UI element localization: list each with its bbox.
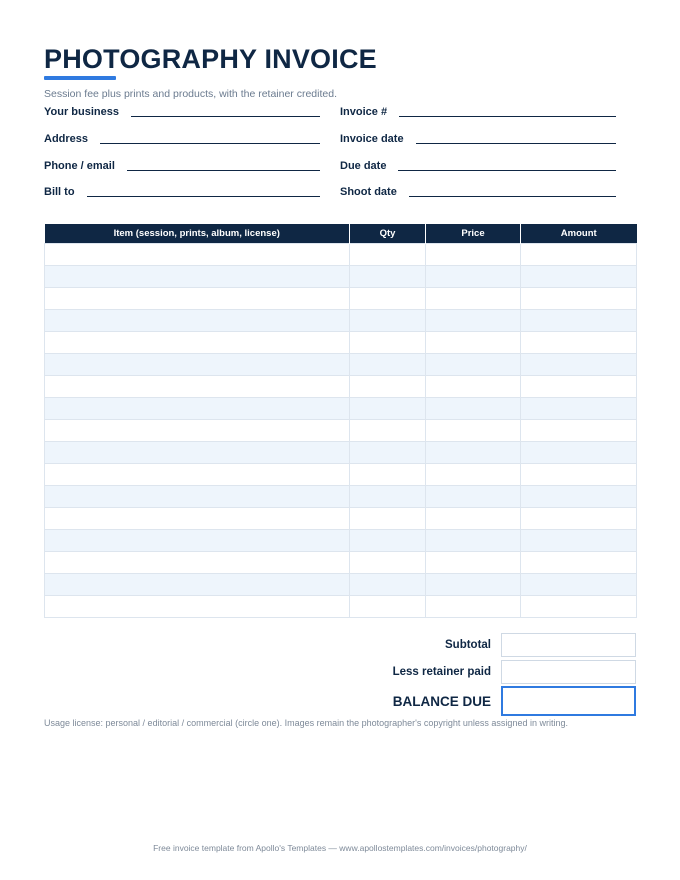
table-row [45,398,637,420]
field-line[interactable] [416,142,616,144]
field-label: Phone / email [44,160,115,172]
table-row [45,530,637,552]
header-qty: Qty [350,224,426,244]
amount-cell[interactable] [521,354,637,376]
footer-credit: Free invoice template from Apollo's Templates — www.apollostemplates.com/invoices/photography/ [153,843,527,853]
field-label: Bill to [44,186,75,198]
table-row [45,552,637,574]
field-line[interactable] [398,169,616,171]
amount-cell[interactable] [521,398,637,420]
item-cell[interactable] [45,464,350,486]
qty-cell[interactable] [350,464,426,486]
field-label: Address [44,133,89,145]
page-subtitle: Session fee plus prints and products, with the retainer credited. [44,88,337,100]
price-cell[interactable] [426,596,521,618]
header-item: Item (session, prints, album, license) [45,224,350,244]
item-cell[interactable] [45,596,350,618]
item-cell[interactable] [45,442,350,464]
table-row [45,442,637,464]
qty-cell[interactable] [350,376,426,398]
field-label: Your business [44,106,119,118]
amount-cell[interactable] [521,464,637,486]
amount-cell[interactable] [521,244,637,266]
retainer-row [393,660,636,684]
field-label: Shoot date [340,186,397,198]
table-row [45,574,637,596]
price-cell[interactable] [426,376,521,398]
amount-cell[interactable] [521,442,637,464]
field-line[interactable] [399,115,616,117]
table-row [45,464,637,486]
balance-due-label: BALANCE DUE [392,693,491,709]
price-cell[interactable] [426,552,521,574]
field-due-date[interactable] [340,158,616,172]
qty-cell[interactable] [350,552,426,574]
qty-cell[interactable] [350,486,426,508]
qty-cell[interactable] [350,508,426,530]
header-price: Price [426,224,521,244]
field-phone-email[interactable] [44,158,320,172]
license-note: Usage license: personal / editorial / commercial (circle one). Images remain the photographer's copyright unless assigned in writing. [44,718,568,728]
price-cell[interactable] [426,574,521,596]
qty-cell[interactable] [350,530,426,552]
price-cell[interactable] [426,266,521,288]
amount-cell[interactable] [521,486,637,508]
field-line[interactable] [409,195,616,197]
field-your-business[interactable] [44,104,320,118]
price-cell[interactable] [426,464,521,486]
table-row [45,332,637,354]
qty-cell[interactable] [350,354,426,376]
field-label: Due date [340,160,387,172]
item-cell[interactable] [45,376,350,398]
amount-cell[interactable] [521,552,637,574]
subtotal-box[interactable] [501,633,636,657]
item-cell[interactable] [45,420,350,442]
table-row [45,596,637,618]
price-cell[interactable] [426,244,521,266]
balance-due-row [393,686,636,716]
header-amount: Amount [521,224,637,244]
price-cell[interactable] [426,398,521,420]
qty-cell[interactable] [350,420,426,442]
price-cell[interactable] [426,530,521,552]
field-shoot-date[interactable] [340,184,616,198]
item-cell[interactable] [45,398,350,420]
field-invoice-date[interactable] [340,131,616,145]
item-cell[interactable] [45,332,350,354]
table-row [45,288,637,310]
field-line[interactable] [127,169,320,171]
table-row [45,310,637,332]
amount-cell[interactable] [521,266,637,288]
qty-cell[interactable] [350,398,426,420]
field-address[interactable] [44,131,320,145]
amount-cell[interactable] [521,530,637,552]
amount-cell[interactable] [521,508,637,530]
qty-cell[interactable] [350,596,426,618]
amount-cell[interactable] [521,376,637,398]
items-table [44,224,637,618]
field-invoice-number[interactable] [340,104,616,118]
price-cell[interactable] [426,442,521,464]
item-cell[interactable] [45,530,350,552]
item-cell[interactable] [45,508,350,530]
table-row [45,354,637,376]
qty-cell[interactable] [350,332,426,354]
price-cell[interactable] [426,354,521,376]
item-cell[interactable] [45,244,350,266]
items-table-body [45,244,637,618]
price-cell[interactable] [426,332,521,354]
table-row [45,420,637,442]
table-row [45,508,637,530]
title-underline [44,76,116,80]
amount-cell[interactable] [521,288,637,310]
item-cell[interactable] [45,310,350,332]
price-cell[interactable] [426,288,521,310]
amount-cell[interactable] [521,332,637,354]
item-cell[interactable] [45,486,350,508]
field-line[interactable] [100,142,320,144]
table-row [45,376,637,398]
qty-cell[interactable] [350,574,426,596]
qty-cell[interactable] [350,266,426,288]
price-cell[interactable] [426,486,521,508]
item-cell[interactable] [45,574,350,596]
field-label: Invoice # [340,106,388,118]
qty-cell[interactable] [350,244,426,266]
item-cell[interactable] [45,354,350,376]
amount-cell[interactable] [521,420,637,442]
amount-cell[interactable] [521,574,637,596]
table-header-row [45,224,637,244]
price-cell[interactable] [426,310,521,332]
subtotal-row [445,633,636,657]
field-line[interactable] [131,115,320,117]
table-row [45,266,637,288]
field-line[interactable] [87,195,320,197]
qty-cell[interactable] [350,442,426,464]
page-title: PHOTOGRAPHY INVOICE [44,44,377,74]
subtotal-label: Subtotal [445,639,491,651]
price-cell[interactable] [426,508,521,530]
qty-cell[interactable] [350,288,426,310]
field-label: Invoice date [340,133,404,145]
qty-cell[interactable] [350,310,426,332]
balance-due-box[interactable] [501,686,636,716]
field-bill-to[interactable] [44,184,320,198]
retainer-box[interactable] [501,660,636,684]
amount-cell[interactable] [521,596,637,618]
retainer-label: Less retainer paid [392,666,491,678]
price-cell[interactable] [426,420,521,442]
table-row [45,244,637,266]
item-cell[interactable] [45,552,350,574]
amount-cell[interactable] [521,310,637,332]
item-cell[interactable] [45,266,350,288]
table-row [45,486,637,508]
item-cell[interactable] [45,288,350,310]
